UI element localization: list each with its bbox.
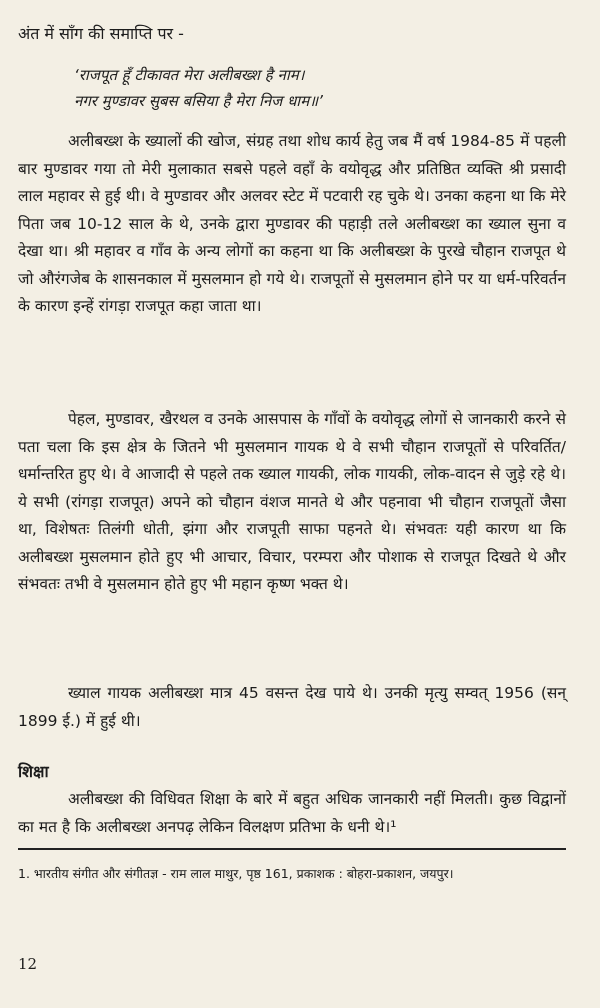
footnote-divider: [18, 848, 566, 850]
paragraph-3: ख्याल गायक अलीबख्श मात्र 45 वसन्त देख पाये थे। उनकी मृत्यु सम्वत् 1956 (सन् 1899 ई.) में हुई थी।: [18, 684, 566, 730]
section-paragraph: अलीबख्श की विधिवत शिक्षा के बारे में बहुत अधिक जानकारी नहीं मिलती। कुछ विद्वानों का मत है कि अलीबख्श अनपढ़ लेकिन विलक्षण प्रतिभा के धनी थे।¹: [18, 790, 566, 836]
poem-line-1: ‘राजपूत हूँ टीकावत मेरा अलीबख्श है नाम।: [74, 66, 305, 84]
section-heading: शिक्षा: [18, 762, 49, 781]
poem-line-2: नगर मुण्डावर सुबस बसिया है मेरा निज धाम॥’: [74, 92, 323, 110]
paragraph-2: पेहल, मुण्डावर, खैरथल व उनके आसपास के गाँवों के वयोवृद्ध लोगों से जानकारी करने से पता चला कि इस क्षेत्र के जितने भी मुसलमान गायक थे वे सभी चौहान राजपूतों से परिवर्तित/धर्मान्तरित हुए थे। वे आजादी से पहले तक ख्याल गायकी, लोक गायकी, लोक-वादन से जुड़े रहे थे। ये सभी (रांगड़ा राजपूत) अपने को चौहान वंशज मानते थे और पहनावा भी चौहान राजपूतों जैसा था, विशेषतः तिलंगी धोती, झंगा और राजपूती साफा पहनते थे। संभवतः यही कारण था कि अलीबख्श मुसलमान होते हुए भी आचार, विचार, परम्परा और पोशाक से राजपूत दिखते थे और संभवतः तभी वे मुसलमान होते हुए भी महान कृष्ण भक्त थे।: [18, 410, 566, 593]
paragraph-1: अलीबख्श के ख्यालों की खोज, संग्रह तथा शोध कार्य हेतु जब मैं वर्ष 1984-85 में पहली बार मुण्डावर गया तो मेरी मुलाकात सबसे पहले वहाँ के वयोवृद्ध और प्रतिष्ठित व्यक्ति श्री प्रसादी लाल महावर से हुई थी। वे मुण्डावर और अलवर स्टेट में पटवारी रह चुके थे। उनका कहना था कि मेरे पिता जब 10-12 साल के थे, उनके द्वारा मुण्डावर की पहाड़ी तले अलीबख्श का ख्याल सुना व देखा था। श्री महावर व गाँव के अन्य लोगों का कहना था कि अलीबख्श के पुरखे चौहान राजपूत थे जो औरंगजेब के शासनकाल में मुसलमान हो गये थे। राजपूतों से मुसलमान होने पर या धर्म-परिवर्तन के कारण इन्हें रांगड़ा राजपूत कहा जाता था।: [18, 132, 566, 315]
intro-line: अंत में साँग की समाप्ति पर -: [18, 24, 184, 43]
footnote: 1. भारतीय संगीत और संगीतज्ञ - राम लाल माथुर, पृष्ठ 161, प्रकाशक : बोहरा-प्रकाशन, जयपुर।: [18, 866, 454, 881]
page-number: 12: [18, 955, 38, 973]
poem-quote: [74, 62, 323, 114]
